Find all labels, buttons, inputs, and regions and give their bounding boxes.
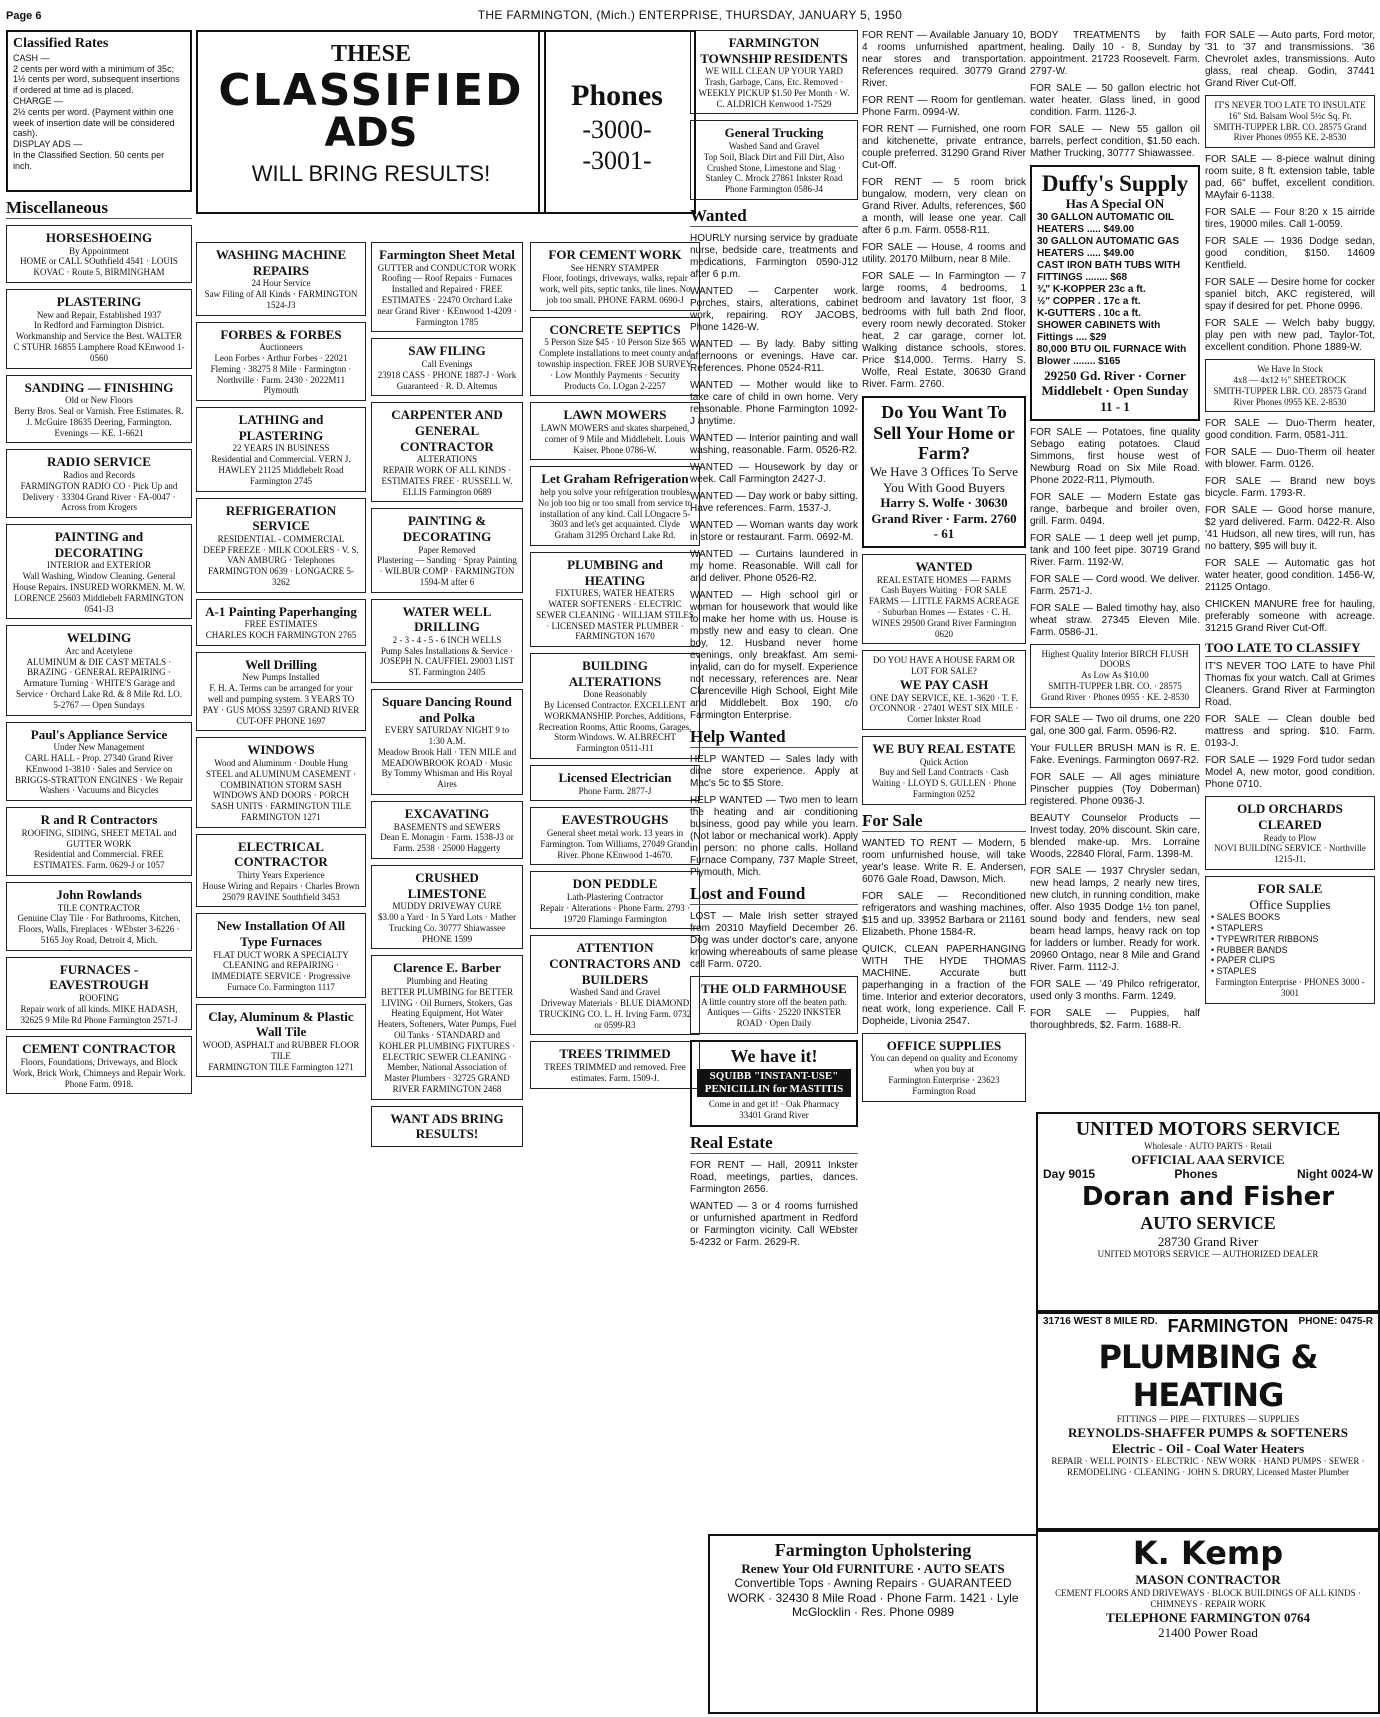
column-3 <box>371 242 523 1713</box>
office-supply-item: • RUBBER BANDS <box>1211 944 1288 955</box>
col3-ad-2: CARPENTER AND GENERAL CONTRACTOR ALTERATIONS REPAIR WORK OF ALL KINDS · ESTIMATES FREE · RUSSELL W. ELLIS Farmington 0689 <box>371 402 523 502</box>
col1-ad-10: CEMENT CONTRACTOR Floors, Foundations, Driveways, and Block Work, Brick Work, Chimneys and Repair Work. Phone Farm. 0918. <box>6 1036 192 1094</box>
duffy-item: 80,000 BTU OIL FURNACE With Blower ........ $165 <box>1037 343 1187 367</box>
help-item: HELP WANTED — Two men to learn the heating and air conditioning business, good pay while you learn. (Not labor or mechanical work). Apply in person: no phone calls. Holland Furnace Company, 737 Maple Street, Plymouth, Mich. <box>690 794 858 878</box>
banner-results: WILL BRING RESULTS! <box>251 160 491 186</box>
col1-ad-2: SANDING — FINISHING Old or New Floors Berry Bros. Seal or Varnish. Free Estimates. R. J. McGuire 18635 Deering, Farmington. Evenings — KE. 1-6621 <box>6 375 192 444</box>
rates-line: CHARGE — <box>13 95 64 106</box>
col1-ad-0: HORSESHOEING By Appointment HOME or CALL SOuthfield 4541 · LOUIS KOVAC · Route 5, BIRMINGHAM <box>6 225 192 283</box>
col8b-item: FOR SALE — Four 8:20 x 15 airride tires, 19000 miles. Call 1-0059. <box>1205 207 1375 231</box>
col7c-item: FOR SALE — Puppies, half thoroughbreds, $2. Farm. 1688-R. <box>1030 1007 1200 1031</box>
col3-ad-8: Clarence E. Barber Plumbing and Heating BETTER PLUMBING for BETTER LIVING · Oil Burners, Stokers, Gas Heating Equipment, Hot Water Heaters, Softeners, Water Pumps, Fuel Oil Tanks · STANDARD and KOHLER PLUMBING FIXTURES · ELECTRIC SEWER CLEANING · Member, National Association of Master Plumbers · 32725 GRAND RIVER FARMINGTON 2468 <box>371 955 523 1099</box>
col3-ad-0: Farmington Sheet Metal GUTTER and CONDUCTOR WORK Roofing — Roof Repairs · Furnaces Installed and Repaired · FREE ESTIMATES · 22470 Orchard Lake near Grand River · KEnwood 1-4209 · Farmington 1785 <box>371 242 523 332</box>
col8c-item: FOR SALE — Duo-Therm oil heater with blower. Farm. 0126. <box>1205 447 1375 471</box>
masthead: THE FARMINGTON, (Mich.) ENTERPRISE, THURSDAY, JANUARY 5, 1950 <box>477 8 903 22</box>
classified-banner <box>196 30 546 214</box>
wanted-item: WANTED — By lady. Baby sitting afternoons or evenings. Have car. References. Phone 0524-R11. <box>690 338 858 374</box>
wanted-item: WANTED — Woman wants day work in store or restaurant. Farm. 0692-M. <box>690 519 858 543</box>
col2-ad-7: ELECTRICAL CONTRACTOR Thirty Years Experience House Wiring and Repairs · Charles Brown 25079 RAVINE Southfield 3453 <box>196 834 366 908</box>
col7b-item: FOR SALE — Baled timothy hay, also wheat straw. 27345 Eleven Mile. Farm. 0586-J1. <box>1030 602 1200 638</box>
col8b-item: FOR SALE — Welch baby buggy, play pen with new pad, Taylor-Tot, excellent condition. Phone 1889-W. <box>1205 318 1375 354</box>
phones-3001: -3001- <box>582 146 652 176</box>
insulate-ad: IT'S NEVER TOO LATE TO INSULATE 16" Std. Balsam Wool 5½c Sq. Ft. SMITH-TUPPER LBR. CO. 28575 Grand River Phones 0955 KE. 2-8530 <box>1205 95 1375 148</box>
office-supply-item: • SALES BOOKS <box>1211 912 1281 923</box>
col4-ad-2: LAWN MOWERS LAWN MOWERS and skates sharpened, corner of 9 Mile and Middlebelt. Louis Kaiser. Phone 0786-W. <box>530 402 700 460</box>
col7c-item: BEAUTY Counselor Products — Invest today. 20% discount. Skin care, blended make-up. Mrs. Lorraine Woods, 22840 Floral, Farm. 1398-M. <box>1030 812 1200 860</box>
col6-item: FOR SALE — House, 4 rooms and utility. 20170 Milburn, near 8 Mile. <box>862 242 1026 265</box>
col2-ad-5: Well Drilling New Pumps Installed F. H. A. Terms can be arranged for your well and pumping system. 3 YEARS TO PAY · GUS MOSS 32597 GRAND RIVER CUT-OFF PHONE 1697 <box>196 652 366 732</box>
col8c-item: FOR SALE — Automatic gas hot water heater, good condition. 1456-W, 21125 Ontago. <box>1205 558 1375 594</box>
col1-ad-9: FURNACES - EAVESTROUGH ROOFING Repair work of all kinds. MIKE HADASH, 32625 9 Mile Rd Phone Farmington 2571-J <box>6 957 192 1031</box>
phones-title: Phones <box>571 79 663 112</box>
col1-ad-7: R and R Contractors ROOFING, SIDING, SHEET METAL and GUTTER WORK Residential and Commercial. FREE ESTIMATES. Farm. 0629-J or 1057 <box>6 807 192 876</box>
col4-ad-6: Licensed Electrician Phone Farm. 2877-J <box>530 765 700 801</box>
col2-ad-2: LATHING and PLASTERING 22 YEARS IN BUSINESS Residential and Commercial. VERN J. HAWLEY 21125 Middlebelt Road Farmington 2745 <box>196 407 366 491</box>
column-5 <box>690 30 858 1713</box>
col8c-item: FOR SALE — Good horse manure, $2 yard delivered. Farm. 0422-R. Also '41 Hudson, all new tires, will run, has no battery, $95 will buy it. <box>1205 505 1375 553</box>
classified-rates <box>6 30 192 192</box>
col8b-item: FOR SALE — 1936 Dodge sedan, good condition, $150. 14609 Kentfield. <box>1205 236 1375 272</box>
office-supply-item: • TYPEWRITER RIBBONS <box>1211 933 1319 944</box>
help-item: HELP WANTED — Sales lady with dime store experience. Apply at Mac's 5c to $5 Store. <box>690 753 858 789</box>
col8c-item: CHICKEN MANURE free for hauling, preferably someone with acreage. 31215 Grand River Cut-Off. <box>1205 599 1375 635</box>
upholstery-ad: Farmington Upholstering Renew Your Old FURNITURE · AUTO SEATS Convertible Tops · Awning Repairs · GUARANTEED WORK · 32430 8 Mile Road · Phone Farm. 1421 · Lyle McGlocklin · Res. Phone 0989 <box>708 1534 1038 1714</box>
rates-line: 2½ cents per word. (Payment within one week of insertion date will be considered cash). <box>13 106 175 139</box>
col6b-item: WANTED TO RENT — Modern, 5 room unfurnished house, will take year's lease. Write R. E. Andersen, 6076 Gale Road, Dawson, Mich. <box>862 837 1026 885</box>
col7b-item: FOR SALE — Potatoes, fine quality Sebago eating potatoes. Claud Simmons, first house west of Newburg Road on Six Mile Road. Phone 2022-R11, Plymouth. <box>1030 426 1200 486</box>
duffy-ad: Duffy's Supply Has A Special ON 30 GALLON AUTOMATIC OIL HEATERS ..... $49.00 30 GALLON AUTOMATIC GAS HEATERS ..... $49.00 CAST IRON BATH TUBS WITH FITTINGS ........ $68 ¾" K-KOPPER 23c a ft. ½" COPPER . 17c a ft. K-GUTTERS . 10c a ft. SHOWER CABINETS With Fittings .... $29 80,000 BTU OIL FURNACE With Blower ........ $165 29250 Gd. River · Corner Middlebelt · Open Sunday 11 - 1 <box>1030 165 1200 421</box>
col3-ad-7: CRUSHED LIMESTONE MUDDY DRIVEWAY CURE $3.00 a Yard · In 5 Yard Lots · Mather Trucking Co. 30777 Shiawassee PHONE 1599 <box>371 865 523 949</box>
pharmacy-ad: We have it! SQUIBB "INSTANT-USE" PENICILLIN for MASTITIS Come in and get it! · Oak Pharmacy 33401 Grand River <box>690 1040 858 1127</box>
gullen-ad: WE BUY REAL ESTATE Quick Action Buy and Sell Land Contracts · Cash Waiting · LLOYD S. GULLEN · Phone Farmington 0252 <box>862 736 1026 805</box>
col4-ad-4: PLUMBING and HEATING FIXTURES, WATER HEATERS WATER SOFTENERS · ELECTRIC SEWER CLEANING · WILLIAM STILES · LICENSED MASTER PLUMBER · FARMINGTON 1670 <box>530 552 700 647</box>
column-4 <box>530 242 700 1713</box>
col7b-item: FOR SALE — 1 deep well jet pump, tank and 100 feet pipe. 30719 Grand River. Farm. 1192-W. <box>1030 532 1200 568</box>
col7c-item: Your FULLER BRUSH MAN is R. E. Fake. Evenings. Farmington 0697-R2. <box>1030 742 1200 766</box>
col6-item: FOR RENT — Room for gentleman. Phone Farm. 0994-W. <box>862 95 1026 118</box>
col7c-item: FOR SALE — Two oil drums, one 220 gal, one 300 gal. Farm. 0596-R2. <box>1030 713 1200 737</box>
kemp-ad: K. Kemp MASON CONTRACTOR CEMENT FLOORS AND DRIVEWAYS · BLOCK BUILDINGS OF ALL KINDS · CHIMNEYS · REPAIR WORK TELEPHONE FARMINGTON 0764 21400 Power Road <box>1036 1528 1380 1714</box>
oconnor-ad: DO YOU HAVE A HOUSE FARM OR LOT FOR SALE? WE PAY CASH ONE DAY SERVICE, KE. 1-3620 · T. F. O'CONNOR · 27401 WEST SIX MILE · Corner Inkster Road <box>862 650 1026 730</box>
col6b-item: QUICK, CLEAN PAPERHANGING WITH THE HYDE THOMAS MACHINE. Accurate butt paperhanging in a fraction of the time. Interior and exterior decorators, neat work, long experience. Call F. Dopheide, Livonia 2547. <box>862 943 1026 1027</box>
column-1 <box>6 30 192 1713</box>
orchards-ad: OLD ORCHARDS CLEARED Ready to Plow NOVI BUILDING SERVICE · Northville 1215-J1. <box>1205 796 1375 870</box>
col4-ad-10: TREES TRIMMED TREES TRIMMED and removed. Free estimates. Farm. 1509-J. <box>530 1041 700 1088</box>
col8b-item: FOR SALE — Desire home for cocker spaniel bitch, AKC registered, will spay if desired for pet. Phone 0996. <box>1205 277 1375 313</box>
col7-item: FOR SALE — New 55 gallon oil barrels, perfect condition, $1.50 each. Mather Trucking, 30777 Shiawassee. <box>1030 124 1200 159</box>
page-header <box>0 0 1380 30</box>
banner-these: THESE <box>330 41 412 67</box>
col1-ads <box>6 225 192 1094</box>
col1-ad-4: PAINTING and DECORATING INTERIOR and EXTERIOR Wall Washing, Window Cleaning. General House Repairs. INSURED WORKMEN. M. W. LORENCE 25603 Middlebelt FARMINGTON 0541-J3 <box>6 524 192 619</box>
col4-ad-8: DON PEDDLE Lath-Plastering Contractor Repair · Alterations · Phone Farm. 2793 · 19720 Flamingo Farmington <box>530 871 700 929</box>
phones-box <box>538 30 696 214</box>
duffy-item: SHOWER CABINETS With Fittings .... $29 <box>1037 319 1161 343</box>
col2-ad-6: WINDOWS Wood and Aluminum · Double Hung STEEL and ALUMINUM CASEMENT · COMBINATION STORM SASH WINDOWS AND DOORS · PORCH SASH UNITS · FARMINGTON TILE FARMINGTON 1271 <box>196 737 366 827</box>
rates-line: In the Classified Section. 50 cents per inch. <box>13 149 165 171</box>
toolate-item: FOR SALE — 1929 Ford tudor sedan Model A, new motor, good condition. Phone 0710. <box>1205 755 1375 791</box>
col7c-item: FOR SALE — All ages miniature Pinscher puppies (Toy Doberman) registered. Phone 0936-J. <box>1030 771 1200 807</box>
duffy-item: ½" COPPER . 17c a ft. <box>1037 295 1141 307</box>
col2-ad-1: FORBES & FORBES Auctioneers Leon Forbes · Arthur Forbes · 22021 Fleming · 38275 8 Mile · Farmington · Northville · Farm. 2430 · 2022M11 Plymouth <box>196 322 366 402</box>
col4-ad-0: FOR CEMENT WORK See HENRY STAMPER Floor, footings, driveways, walks, repair work, well pits, septic tanks, tile lines. No job too small. PHONE FARM. 0690-J <box>530 242 700 311</box>
col2-ad-8: New Installation Of All Type Furnaces FLAT DUCT WORK A SPECIALTY CLEANING and REPAIRING · IMMEDIATE SERVICE · Progressive Furnace Co. Farmington 1117 <box>196 913 366 997</box>
plumbing-heating-ad: 31716 WEST 8 MILE RD. FARMINGTON PHONE: 0475-R PLUMBING & HEATING FITTINGS — PIPE — FIXTURES — SUPPLIES REYNOLDS-SHAFFER PUMPS & SOFTENERS Electric - Oil - Coal Water Heaters REPAIR · WELL POINTS · ELECTRIC · NEW WORK · HAND PUMPS · SEWER · REMODELING · CLEANING · JOHN S. DRURY, Licensed Master Plumber <box>1036 1310 1380 1532</box>
duffy-item: ¾" K-KOPPER 23c a ft. <box>1037 283 1146 295</box>
col7-item: FOR SALE — 50 gallon electric hot water heater. Glass lined, in good condition. Farm. 1126-J. <box>1030 83 1200 118</box>
col7b-item: FOR SALE — Cord wood. We deliver. Farm. 2571-J. <box>1030 573 1200 597</box>
col3-ad-9: WANT ADS BRING RESULTS! <box>371 1106 523 1147</box>
col2-ad-0: WASHING MACHINE REPAIRS 24 Hour Service Saw Filing of All Kinds · FARMINGTON 1524-J3 <box>196 242 366 316</box>
col6-item: FOR RENT — 5 room brick bungalow, modern, very clean on Grand River. Adults, references, $60 a month, will lease one year. Call after 6 p.m. Farm. 0558-R11. <box>862 177 1026 236</box>
column-2 <box>196 242 366 1713</box>
col1-ad-5: WELDING Arc and Acetylene ALUMINUM & DIE CAST METALS · BRAZING · GENERAL REPAIRING · Armature Turning · WHITE'S Garage and Service · Orchard Lake Rd. & 8 Mile Rd. LO. 5-2767 — Open Sundays <box>6 625 192 715</box>
office-supply-item: • STAPLES <box>1211 966 1257 977</box>
birch-doors-ad: Highest Quality Interior BIRCH FLUSH DOORS As Low As $10.00 SMITH-TUPPER LBR. CO. · 28575 Grand River · Phones 0955 · KE. 2-8530 <box>1030 644 1200 708</box>
rates-line: DISPLAY ADS — <box>13 139 83 150</box>
col4-ad-9: ATTENTION CONTRACTORS AND BUILDERS Washed Sand and Gravel Driveway Materials · BLUE DIAMOND TRUCKING CO. L. H. Irving Farm. 0732 or 0599-R3 <box>530 935 700 1035</box>
col1-ad-8: John Rowlands TILE CONTRACTOR Genuine Clay Tile · For Bathrooms, Kitchen, Floors, Walls, Fireplaces · WEbster 3-6226 · 5165 Joy Road, Detroit 4, Mich. <box>6 882 192 951</box>
office-supplies-sale-ad: FOR SALE Office Supplies • SALES BOOKS • STAPLERS • TYPEWRITER RIBBONS • RUBBER BANDS • PAPER CLIPS • STAPLES Farmington Enterprise · PHONES 3000 - 3001 <box>1205 876 1375 1004</box>
col3-ad-1: SAW FILING Call Evenings 23918 CASS · PHONE 1887-J · Work Guaranteed · R. D. Altemus <box>371 338 523 396</box>
wanted-item: WANTED — Housework by day or week. Call Farmington 2427-J. <box>690 461 858 485</box>
wanted-item: WANTED — Curtains laundered in my home. Reasonable. Will call for and deliver. Phone 0526-R2. <box>690 548 858 584</box>
col7c-item: FOR SALE — '49 Philco refrigerator, used only 3 months. Farm. 1249. <box>1030 978 1200 1002</box>
section-real-estate: Real Estate <box>690 1133 858 1154</box>
toolate-item: IT'S NEVER TOO LATE to have Phil Thomas fix your watch. Call at Grimes Cleaners. Grand River at Farmington Road. <box>1205 661 1375 709</box>
wanted-item: WANTED — Interior painting and wall washing, reasonable. Farm. 0526-R2. <box>690 432 858 456</box>
col8c-item: FOR SALE — Brand new boys bicycle. Farm. 1793-R. <box>1205 476 1375 500</box>
office-supply-item: • STAPLERS <box>1211 922 1264 933</box>
banner-classified: CLASSIFIED <box>218 64 524 116</box>
section-wanted: Wanted <box>690 206 858 227</box>
col6b-item: FOR SALE — Reconditioned refrigerators and washing machines, $15 and up. 33952 Barbara or 21161 Elizabeth. Phone 1584-R. <box>862 890 1026 938</box>
col5-ad-1: General Trucking Washed Sand and Gravel Top Soil, Black Dirt and Fill Dirt, Also Crushed Stone, Limestone and Slag · Stanley C. Mrock 27861 Inkster Road Phone Farmington 0586-J4 <box>690 120 858 200</box>
column-6 <box>862 30 1026 1713</box>
wolfe-ad: Do You Want To Sell Your Home or Farm? We Have 3 Offices To Serve You With Good Buyers Harry S. Wolfe · 30630 Grand River · Farm. 2760 - 61 <box>862 396 1026 548</box>
realestate-item: WANTED — 3 or 4 rooms furnished or unfurnished apartment in Redford or Farmington vicinity. Call WEbster 5-4232 or Farm. 2629-R. <box>690 1200 858 1248</box>
office-supplies-ad: OFFICE SUPPLIES You can depend on quality and Economy when you buy at Farmington Enterprise · 23623 Farmington Road <box>862 1033 1026 1102</box>
col2-ad-3: REFRIGERATION SERVICE RESIDENTIAL - COMMERCIAL DEEP FREEZE · MILK COOLERS · V. S. VAN AMBURG · Telephones FARMINGTON 0639 · LONGACRE 5-3262 <box>196 498 366 593</box>
duffy-item: K-GUTTERS . 10c a ft. <box>1037 307 1141 319</box>
section-help-wanted: Help Wanted <box>690 727 858 748</box>
col7-item: BODY TREATMENTS by faith healing. Daily 10 - 8, Sunday by appointment. 21723 Roosevelt. Farm. 2797-W. <box>1030 30 1200 77</box>
col7c-item: FOR SALE — 1937 Chrysler sedan, new head lamps, 2 nearly new tires, new clutch, in running condition, make offer. Also 1935 Dodge 1½ ton panel, sound body and fenders, new seal beam head lamps, heavy rack on top for ladders or lumber. Ready for work. 20960 Ontago, near 8 Mile and Grand River. Farm. 1112-J. <box>1030 865 1200 973</box>
section-too-late: TOO LATE TO CLASSIFY <box>1205 640 1375 657</box>
page-number: Page 6 <box>6 10 42 22</box>
rates-line: CASH — <box>13 52 50 63</box>
col8b-item: FOR SALE — 8-piece walnut dining room suite, 8 ft. extension table, table pad, 66" buffet, excellent condition. MAyfair 6-1138. <box>1205 154 1375 202</box>
section-for-sale: For Sale <box>862 811 1026 832</box>
wanted-item: WANTED — High school girl or woman for housework that would like to make her home with us. House is mostly new and easy to clean. One boy, 12. Husband never home evenings, only breakfast. Am semi-invalid, can do for myself. Experience not necessary, references are. Near Clarenceville High School, Eight Mile and Middlebelt. Box 190, c/o Farmington Enterprise. <box>690 589 858 721</box>
col8-item: FOR SALE — Auto parts, Ford motor, '31 to '37 and transmissions. '36 Chevrolet axles, transmissions. Auto glass, real cheap. Godin, 37441 Grand River Cut-Off. <box>1205 30 1375 89</box>
wanted-item: WANTED — Carpenter work. Porches, stairs, alterations, cabinet work, repairing. ROY JACOBS, Phone 1426-W. <box>690 285 858 333</box>
realestate-item: FOR RENT — Hall, 20911 Inkster Road, meetings, parties, dances. Farmington 2656. <box>690 1159 858 1195</box>
col4-ad-3: Let Graham Refrigeration help you solve your refrigeration troubles No job too big or too small from service to installation of any kind. Call LOngacre 5-3603 and let's get acquainted. Clyde Graham 31295 Orchard Lake Rd. <box>530 466 700 546</box>
wanted-item: HOURLY nursing service by graduate nurse, bedside care, treatments and medications, Farmington 0590-J12 after 6 p.m. <box>690 232 858 280</box>
sheetrock-ad: We Have In Stock 4x8 — 4x12 ½" SHEETROCK SMITH-TUPPER LBR. CO. 28575 Grand River Phones 0955 KE. 2-8530 <box>1205 359 1375 412</box>
col3-ad-5: Square Dancing Round and Polka EVERY SATURDAY NIGHT 9 to 1:30 A.M. Meadow Brook Hall · TEN MILE and MEADOWBROOK ROAD · Music By Tommy Whisman and His Royal Aires <box>371 689 523 795</box>
col2-ad-4: A-1 Painting Paperhanging FREE ESTIMATES CHARLES KOCH FARMINGTON 2765 <box>196 599 366 646</box>
rates-title: Classified Rates <box>13 36 109 51</box>
rates-text <box>13 53 185 172</box>
col5-ad-0: FARMINGTON TOWNSHIP RESIDENTS WE WILL CLEAN UP YOUR YARD Trash, Garbage, Cans, Etc. Removed · WEEKLY PICKUP $1.50 Per Month · W. C. ALDRICH Kenwood 1-7529 <box>690 30 858 114</box>
section-miscellaneous: Miscellaneous <box>6 198 192 219</box>
toolate-item: FOR SALE — Clean double bed mattress and spring. $10. Farm. 0193-J. <box>1205 714 1375 750</box>
duffy-item: 30 GALLON AUTOMATIC GAS HEATERS ..... $49.00 <box>1037 235 1180 259</box>
col3-ad-4: WATER WELL DRILLING 2 - 3 - 4 - 5 - 6 INCH WELLS Pump Sales Installations & Service · JOSEPH N. CAUFFIEL 29003 LIST ST. Farmington 2405 <box>371 599 523 683</box>
col7b-item: FOR SALE — Modern Estate gas range, barbeque and broiler oven, grill. Farm. 0494. <box>1030 491 1200 527</box>
col1-ad-1: PLASTERING New and Repair, Established 1937 In Redford and Farmington District. Workmanship and Service the Best. WALTER C STUHR 16855 Lamphere Road KEnwood 1-0560 <box>6 289 192 369</box>
office-supply-item: • PAPER CLIPS <box>1211 955 1276 966</box>
col2-ad-9: Clay, Aluminum & Plastic Wall Tile WOOD, ASPHALT and RUBBER FLOOR TILE FARMINGTON TILE Farmington 1271 <box>196 1004 366 1078</box>
col3-ad-3: PAINTING & DECORATING Paper Removed Plastering — Sanding · Spray Painting · WILBUR COMP · FARMINGTON 1594-M after 6 <box>371 508 523 592</box>
col6-item: FOR RENT — Available January 10, 4 rooms unfurnished apartment, near stores and transportation. References required. 30779 Grand River. <box>862 30 1026 89</box>
col6-item: FOR SALE — In Farmington — 7 large rooms, 4 bedrooms, 1 bedroom and lavatory 1st floor, 3 bedrooms with full bath 2nd floor, every room newly decorated. Stoker heat, 2 car garage, corner lot. Walking distance schools, stores. Price $14,000. Terms. Harry S. Wolfe, Real Estate, 30630 Grand River. Farm. 2760. <box>862 271 1026 390</box>
phones-3000: -3000- <box>582 115 652 144</box>
duffy-item: CAST IRON BATH TUBS WITH FITTINGS ........ $68 <box>1037 259 1181 283</box>
wines-ad: WANTED REAL ESTATE HOMES — FARMS Cash Buyers Waiting · FOR SALE FARMS — LITTLE FARMS ACREAGE · Suburban Homes — Estates · C. H. WINES 29500 Grand River Farmington 0620 <box>862 554 1026 644</box>
col1-ad-6: Paul's Appliance Service Under New Management CARL HALL - Prop. 27340 Grand River KEnwood 1-3810 · Sales and Service on BRIGGS-STRATTON ENGINES · We Repair Washers · Vacuums and Bicycles <box>6 722 192 802</box>
section-lost-found: Lost and Found <box>690 884 858 905</box>
united-motors-ad: UNITED MOTORS SERVICE Wholesale · AUTO PARTS · Retail OFFICIAL AAA SERVICE Day 9015 Phones Night 0024-W Doran and Fisher AUTO SERVICE 28730 Grand River UNITED MOTORS SERVICE — AUTHORIZED DEALER <box>1036 1112 1380 1314</box>
wanted-item: WANTED — Mother would like to take care of child in own home. Very reasonable. Phone Farmington 1092-J anytime. <box>690 379 858 427</box>
wanted-item: WANTED — Day work or baby sitting. Have references. Farm. 1537-J. <box>690 490 858 514</box>
col4-ad-7: EAVESTROUGHS General sheet metal work. 13 years in Farmington. Tom Williams, 27049 Grand River. Phone KEnwood 1-4670. <box>530 807 700 865</box>
rates-line: 2 cents per word with a minimum of 35c; 1½ cents per word, subsequent insertions if ordered at time ad is placed. <box>13 63 180 96</box>
col6-item: FOR RENT — Furnished, one room and kitchenette, private entrance, couple preferred. 31290 Grand River Cut-Off. <box>862 124 1026 171</box>
duffy-item: 30 GALLON AUTOMATIC OIL HEATERS ..... $49.00 <box>1037 211 1174 235</box>
col4-ad-5: BUILDING ALTERATIONS Done Reasonably By Licensed Contractor. EXCELLENT WORKMANSHIP. Porches, Additions, Recreation Rooms, Attic Rooms, Garages, Storm Windows. W. ALBRECHT Farmington 0511-J11 <box>530 653 700 759</box>
lost-ad: LOST — Male Irish setter strayed from 20310 Mayfield December 26. Dog was under doctor's care, anyone knowing whereabouts of same please call Farm. 0720. <box>690 910 858 970</box>
col3-ad-6: EXCAVATING BASEMENTS and SEWERS Dean E. Monagin · Farm. 1538-J3 or Farm. 2538 · 25000 Haggerty <box>371 801 523 859</box>
col1-ad-3: RADIO SERVICE Radios and Records FARMINGTON RADIO CO · Pick Up and Delivery · 33304 Grand River · FA-0047 · Across from Krogers <box>6 449 192 518</box>
col4-ad-1: CONCRETE SEPTICS 5 Person Size $45 · 10 Person Size $65 Complete installations to meet county and township inspection. FREE JOB SURVEY · Low Monthly Payments · Security Products Co. LOgan 2-2257 <box>530 317 700 397</box>
col8c-item: FOR SALE — Duo-Therm heater, good condition. Farm. 0581-J11. <box>1205 418 1375 442</box>
farmhouse-ad: THE OLD FARMHOUSE A little country store off the beaten path. Antiques — Gifts · 25220 INKSTER ROAD · Open Daily <box>690 976 858 1034</box>
banner-ads: ADS <box>324 109 418 156</box>
